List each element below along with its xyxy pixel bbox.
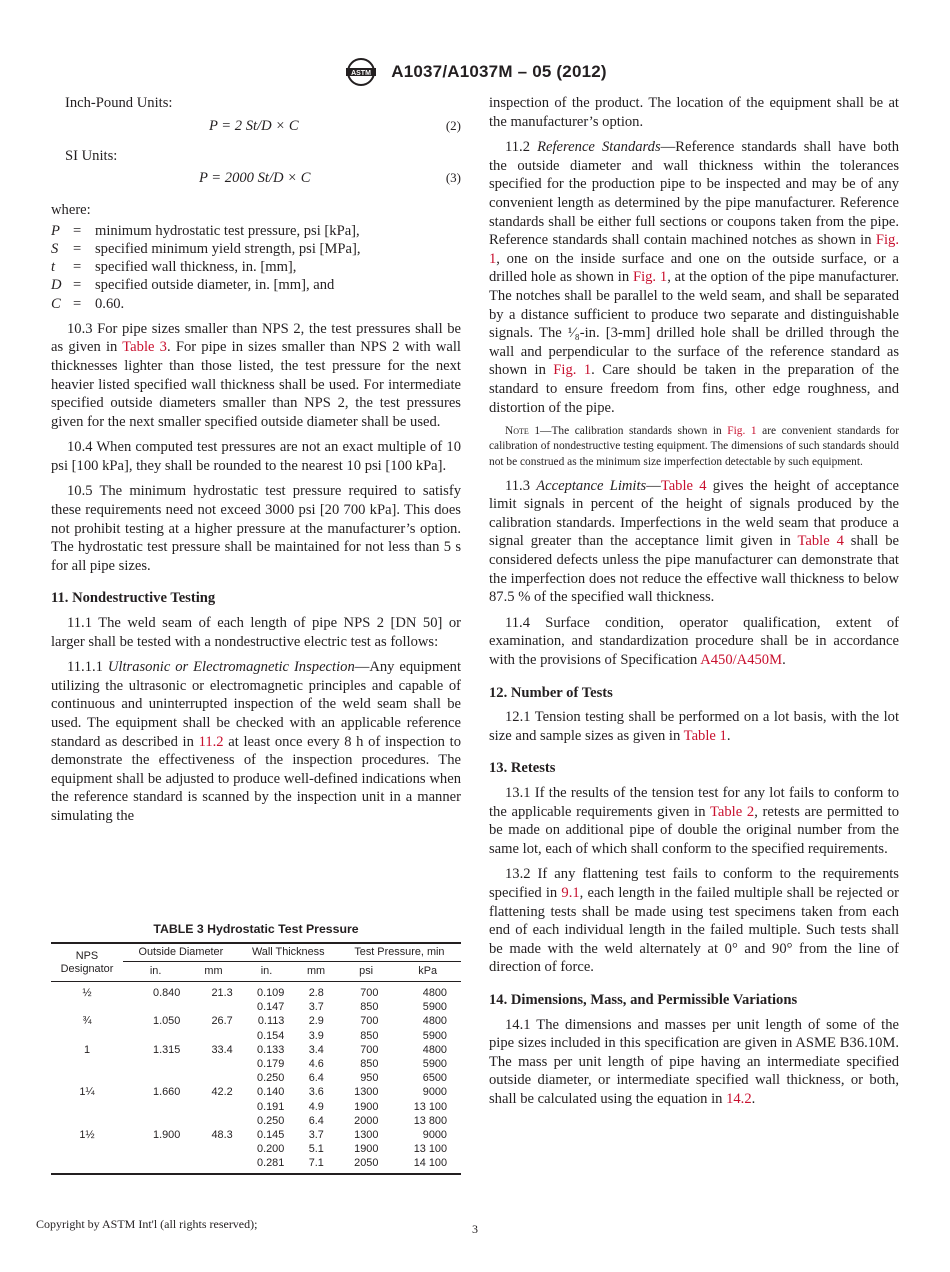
table-cell: 6.4 xyxy=(308,1072,324,1085)
table-cell: 1.315 xyxy=(153,1043,181,1056)
fig-1-link[interactable]: Fig. 1 xyxy=(489,232,899,267)
table-3 xyxy=(51,922,461,1175)
table-cell: 3.6 xyxy=(308,1086,324,1099)
table-cell: 0.250 xyxy=(257,1072,285,1085)
table-cell xyxy=(123,1071,188,1085)
page-header xyxy=(0,57,950,87)
table-cell: 13 800 xyxy=(413,1114,447,1127)
table-cell: 1 xyxy=(83,1043,91,1056)
section-14-2-link[interactable]: 14.2 xyxy=(726,1090,752,1107)
table-cell: 700 xyxy=(360,987,379,999)
table-row xyxy=(51,1000,461,1014)
table-cell: 1300 xyxy=(354,1086,379,1099)
table-cell: 1900 xyxy=(354,1143,379,1156)
table-cell: 0.145 xyxy=(257,1129,285,1142)
table-cell xyxy=(123,1156,188,1173)
sub-header: kPa xyxy=(394,962,461,982)
variable-row: P = minimum hydrostatic test pressure, psi [kPa], xyxy=(51,222,360,239)
si-label: SI Units: xyxy=(65,147,118,164)
variable-row: S = specified minimum yield strength, psi [MPa], xyxy=(51,240,361,257)
paragraph-13-2: 13.2 If any flattening test fails to conform to the requirements specified in 9.1, each length in the failed multiple shall be rejected or flattening tests shall be made using test specimens taken from each end of each individual length in the failed multiple. Such tests shall be made with the weld alternately at 0° and 90° from the line of direction of force. xyxy=(489,866,899,976)
col-header-wall: Wall Thickness xyxy=(239,943,338,962)
table-cell xyxy=(123,1029,188,1043)
table-cell: 2.8 xyxy=(308,987,324,999)
table-cell: 5.1 xyxy=(308,1143,324,1156)
table-cell: 700 xyxy=(360,1015,379,1028)
col-header-test: Test Pressure, min xyxy=(338,943,461,962)
section-14-heading: 14. Dimensions, Mass, and Permissible Variations xyxy=(489,991,798,1008)
paragraph-11-2: 11.2 Reference Standards—Reference standards shall have both the outside diameter and wall thickness within the tolerances specified for the production pipe to be inspected and may be of any convenient length as determined by the pipe manufacturer. Reference standards shall be either full sections or coupons taken from the pipe. Reference standards shall contain machined notches as shown in Fig. 1, one on the inside surface and one on the outside surface, or a drilled hole as shown in Fig. 1, at the option of the pipe manufacturer. The notches shall be parallel to the weld seam, and shall be separated by a distance sufficient to produce two separate and distinguishable signals. The ¹⁄₈-in. [3-mm] drilled hole shall be drilled through the wall and perpendicular to the surface of the reference standard as shown in Fig. 1. Care should be taken in the preparation of the standard to ensure freedom from fins, other edge roughness, and distortion of the pipe. xyxy=(489,139,900,416)
variable-row: C = 0.60. xyxy=(51,295,125,312)
paragraph-11-4: 11.4 Surface condition, operator qualification, extent of examination, and standardization procedure shall be in accordance with the provisions of Specification A450/A450M. xyxy=(489,614,899,669)
table-cell: 850 xyxy=(360,1001,379,1014)
table-cell: 7.1 xyxy=(294,1156,338,1173)
table-cell xyxy=(51,1000,123,1014)
section-9-1-link[interactable]: 9.1 xyxy=(561,884,580,901)
right-column xyxy=(489,94,899,1116)
table-cell: ½ xyxy=(82,987,92,999)
table-cell: 0.154 xyxy=(257,1029,285,1042)
table-cell: 700 xyxy=(360,1043,379,1056)
equation-expr: P = 2000 St/D × C xyxy=(199,170,311,187)
table-cell: 1½ xyxy=(79,1129,95,1142)
table-cell xyxy=(123,1057,188,1071)
table-cell: 3.9 xyxy=(308,1029,324,1042)
table-cell xyxy=(51,1071,123,1085)
table-cell: 1¼ xyxy=(79,1086,95,1099)
table-cell: 0.250 xyxy=(257,1114,285,1127)
section-13-heading: 13. Retests xyxy=(489,760,556,777)
table-cell xyxy=(188,1156,238,1173)
table-cell: 2.9 xyxy=(308,1015,324,1028)
table-cell xyxy=(51,1156,123,1173)
table-title: TABLE 3 Hydrostatic Test Pressure xyxy=(153,922,359,936)
table-1-link[interactable]: Table 1 xyxy=(683,727,727,744)
table-cell: 850 xyxy=(360,1029,379,1042)
table-row xyxy=(51,1128,461,1142)
table-cell xyxy=(123,1142,188,1156)
fig-1-link[interactable]: Fig. 1 xyxy=(553,362,592,379)
table-cell xyxy=(188,1114,238,1128)
table-cell: 26.7 xyxy=(211,1015,233,1028)
page-number: 3 xyxy=(472,1222,478,1236)
table-cell: 850 xyxy=(360,1058,379,1071)
table-cell: 9000 xyxy=(422,1129,447,1142)
table-cell xyxy=(51,1029,123,1043)
table-row xyxy=(51,1043,461,1057)
table-cell xyxy=(188,1071,238,1085)
table-row xyxy=(51,1156,461,1173)
paragraph-13-1: 13.1 If the results of the tension test for any lot fails to conform to the applicable requirements given in Table 2, retests are permitted to be made on additional pipe of double the original number from the same lot, each of which shall conform to the specified requirements. xyxy=(489,785,899,857)
a450-link[interactable]: A450/A450M xyxy=(700,652,783,669)
table-cell xyxy=(188,1142,238,1156)
table-cell: 3.4 xyxy=(308,1043,324,1056)
hydrostatic-pressure-table xyxy=(51,942,461,1175)
table-cell xyxy=(188,1000,238,1014)
fig-1-link[interactable]: Fig. 1 xyxy=(727,425,757,438)
note-1: Note 1—The calibration standards shown in Fig. 1 are convenient standards for calibration of nondestructive testing equipment. The dimensions of such standards should not be construed as the minimum size imperfection detectable by such equipment. xyxy=(489,425,900,468)
table-row xyxy=(51,1114,461,1128)
paragraph-11-1-1: 11.1.1 Ultrasonic or Electromagnetic Inspection—Any equipment utilizing the ultrasonic or electromagnetic principles and capable of continuous and uninterrupted inspection of the weld seam shall be used. The equipment shall be checked with an applicable reference standard as described in 11.2 at least once every 8 h of inspection to demonstrate the effectiveness of the inspection procedures. The equipment shall be adjusted to produce well-defined indications when the reference standard is scanned by the inspection unit in a manner simulating the xyxy=(51,659,461,824)
sub-header: in. xyxy=(239,962,295,982)
col-header-od: Outside Diameter xyxy=(123,943,239,962)
table-row xyxy=(51,1071,461,1085)
sub-header: in. xyxy=(123,962,188,982)
paragraph-14-1: 14.1 The dimensions and masses per unit length of some of the pipe sizes included in this specification are given in ASME B36.10M. The mass per unit length of pipe having an intermediate specified outside diameter, or intermediate specified wall thickness, or both, shall be calculated using the equation in 14.2. xyxy=(489,1016,899,1107)
table-cell xyxy=(123,1100,188,1114)
table-cell: 4800 xyxy=(422,987,447,999)
paragraph-10-3: 10.3 For pipe sizes smaller than NPS 2, the test pressures shall be as given in Table 3. For pipe in sizes smaller than NPS 2 with wall thicknesses lighter than those listed, the test pressure for the next heavier listed specified wall thickness shall be used. For intermediate specified outside diameters smaller than NPS 2, the test pressures given for the next smaller specified outside diameter shall be used. xyxy=(51,320,461,430)
table-cell xyxy=(123,1114,188,1128)
table-cell: 1.660 xyxy=(153,1086,181,1099)
table-cell xyxy=(51,1142,123,1156)
table-cell xyxy=(188,1100,238,1114)
table-cell: 0.147 xyxy=(257,1001,285,1014)
table-cell: 4800 xyxy=(422,1015,447,1028)
table-cell: 5900 xyxy=(422,1001,447,1014)
paragraph-11-3: 11.3 Acceptance Limits—Table 4 gives the height of acceptance limit signals in percent of the height of signals produced by the calibration standards. Imperfections in the weld seam that produce a signal greater than the acceptance limit given in Table 4 shall be considered defects unless the pipe manufacturer can demonstrate that the imperfection does not reduce the effective wall thickness to below 87.5 % of the specified wall thickness. xyxy=(489,477,900,606)
table-cell: 13 100 xyxy=(413,1100,447,1113)
table-cell: 0.133 xyxy=(257,1043,285,1056)
document-designation: A1037/A1037M – 05 (2012) xyxy=(391,62,607,81)
table-cell xyxy=(51,1057,123,1071)
table-4-link[interactable]: Table 4 xyxy=(660,477,707,494)
paragraph-11-1: 11.1 The weld seam of each length of pipe NPS 2 [DN 50] or larger shall be tested with a nondestructive electric test as follows: xyxy=(51,615,461,650)
table-cell: 1300 xyxy=(354,1129,379,1142)
variable-row: D = specified outside diameter, in. [mm], and xyxy=(51,277,335,294)
equation-2 xyxy=(51,117,461,139)
table-cell: 4800 xyxy=(422,1043,447,1056)
table-cell: 1.900 xyxy=(153,1129,181,1142)
table-cell: 42.2 xyxy=(211,1086,233,1099)
table-cell: 3.7 xyxy=(308,1001,324,1014)
table-cell: 0.109 xyxy=(257,987,285,999)
table-row xyxy=(51,1057,461,1071)
table-cell xyxy=(51,1114,123,1128)
table-cell: 1.050 xyxy=(153,1015,181,1028)
table-cell: ¾ xyxy=(82,1015,92,1028)
table-cell xyxy=(123,1000,188,1014)
table-cell: 4.9 xyxy=(308,1100,324,1113)
equation-expr: P = 2 St/D × C xyxy=(209,117,299,134)
paragraph-11-1-1-continued: inspection of the product. The location of the equipment shall be at the manufacturer’s option. xyxy=(489,95,899,130)
sub-header: mm xyxy=(294,962,338,982)
table-cell: 9000 xyxy=(422,1086,447,1099)
astm-logo-icon xyxy=(343,57,379,87)
table-cell: 33.4 xyxy=(211,1043,233,1056)
fig-1-link[interactable]: Fig. 1 xyxy=(632,269,668,286)
variable-row: t = specified wall thickness, in. [mm], xyxy=(51,259,297,276)
left-column xyxy=(51,94,461,833)
equation-3 xyxy=(51,169,461,191)
table-cell: 0.191 xyxy=(257,1100,285,1113)
table-cell: 48.3 xyxy=(211,1129,233,1142)
inch-pound-label: Inch-Pound Units: xyxy=(65,95,173,111)
table-cell: 4.6 xyxy=(308,1058,324,1071)
section-11-2-link[interactable]: 11.2 xyxy=(198,733,224,750)
table-row xyxy=(51,1100,461,1114)
table-cell: 2000 xyxy=(354,1114,379,1127)
sub-header: psi xyxy=(338,962,395,982)
table-3-link[interactable]: Table 3 xyxy=(122,339,167,356)
paragraph-10-5: 10.5 The minimum hydrostatic test pressure required to satisfy these requirements need not exceed 3000 psi [20 700 kPa]. This does not prohibit testing at a higher pressure at the manufacturer’s option. The hydrostatic test pressure shall be maintained for not less than 5 s for all pipe sizes. xyxy=(51,483,461,574)
table-row xyxy=(51,1142,461,1156)
table-cell: 5900 xyxy=(422,1029,447,1042)
table-row xyxy=(51,982,461,1001)
table-cell: 6.4 xyxy=(308,1114,324,1127)
col-header-nps: NPS Designator xyxy=(51,943,123,982)
table-4-link[interactable]: Table 4 xyxy=(797,533,844,550)
table-cell: 6500 xyxy=(422,1072,447,1085)
section-11-heading: 11. Nondestructive Testing xyxy=(51,590,216,607)
table-2-link[interactable]: Table 2 xyxy=(709,803,755,820)
table-row xyxy=(51,1014,461,1028)
copyright-notice: Copyright by ASTM Int'l (all rights reserved); xyxy=(36,1217,258,1231)
equation-number: (3) xyxy=(445,170,461,186)
table-cell: 5900 xyxy=(422,1058,447,1071)
paragraph-10-4: 10.4 When computed test pressures are not an exact multiple of 10 psi [100 kPa], they shall be rounded to the nearest 10 psi [100 kPa]. xyxy=(51,439,461,474)
equation-number: (2) xyxy=(445,117,461,133)
table-cell: 14 100 xyxy=(394,1156,461,1173)
variable-list xyxy=(51,222,461,313)
table-cell: 0.140 xyxy=(257,1086,285,1099)
table-cell: 0.281 xyxy=(239,1156,295,1173)
table-cell: 13 100 xyxy=(413,1143,447,1156)
table-cell xyxy=(188,1057,238,1071)
table-cell: 0.179 xyxy=(257,1058,285,1071)
table-cell: 950 xyxy=(360,1072,379,1085)
where-label: where: xyxy=(51,202,91,219)
sub-header: mm xyxy=(188,962,238,982)
table-cell: 0.840 xyxy=(153,987,181,999)
table-row xyxy=(51,1085,461,1099)
table-cell: 3.7 xyxy=(308,1129,324,1142)
table-cell: 2050 xyxy=(338,1156,395,1173)
table-cell: 1900 xyxy=(354,1100,379,1113)
table-cell xyxy=(51,1100,123,1114)
table-row xyxy=(51,1029,461,1043)
table-cell: 0.200 xyxy=(257,1143,285,1156)
paragraph-12-1: 12.1 Tension testing shall be performed on a lot basis, with the lot size and sample sizes as given in Table 1. xyxy=(489,709,899,744)
table-cell: 21.3 xyxy=(211,987,233,999)
svg-text:ASTM: ASTM xyxy=(351,70,372,77)
section-12-heading: 12. Number of Tests xyxy=(489,684,613,701)
table-cell: 0.113 xyxy=(257,1015,285,1028)
table-cell xyxy=(188,1029,238,1043)
